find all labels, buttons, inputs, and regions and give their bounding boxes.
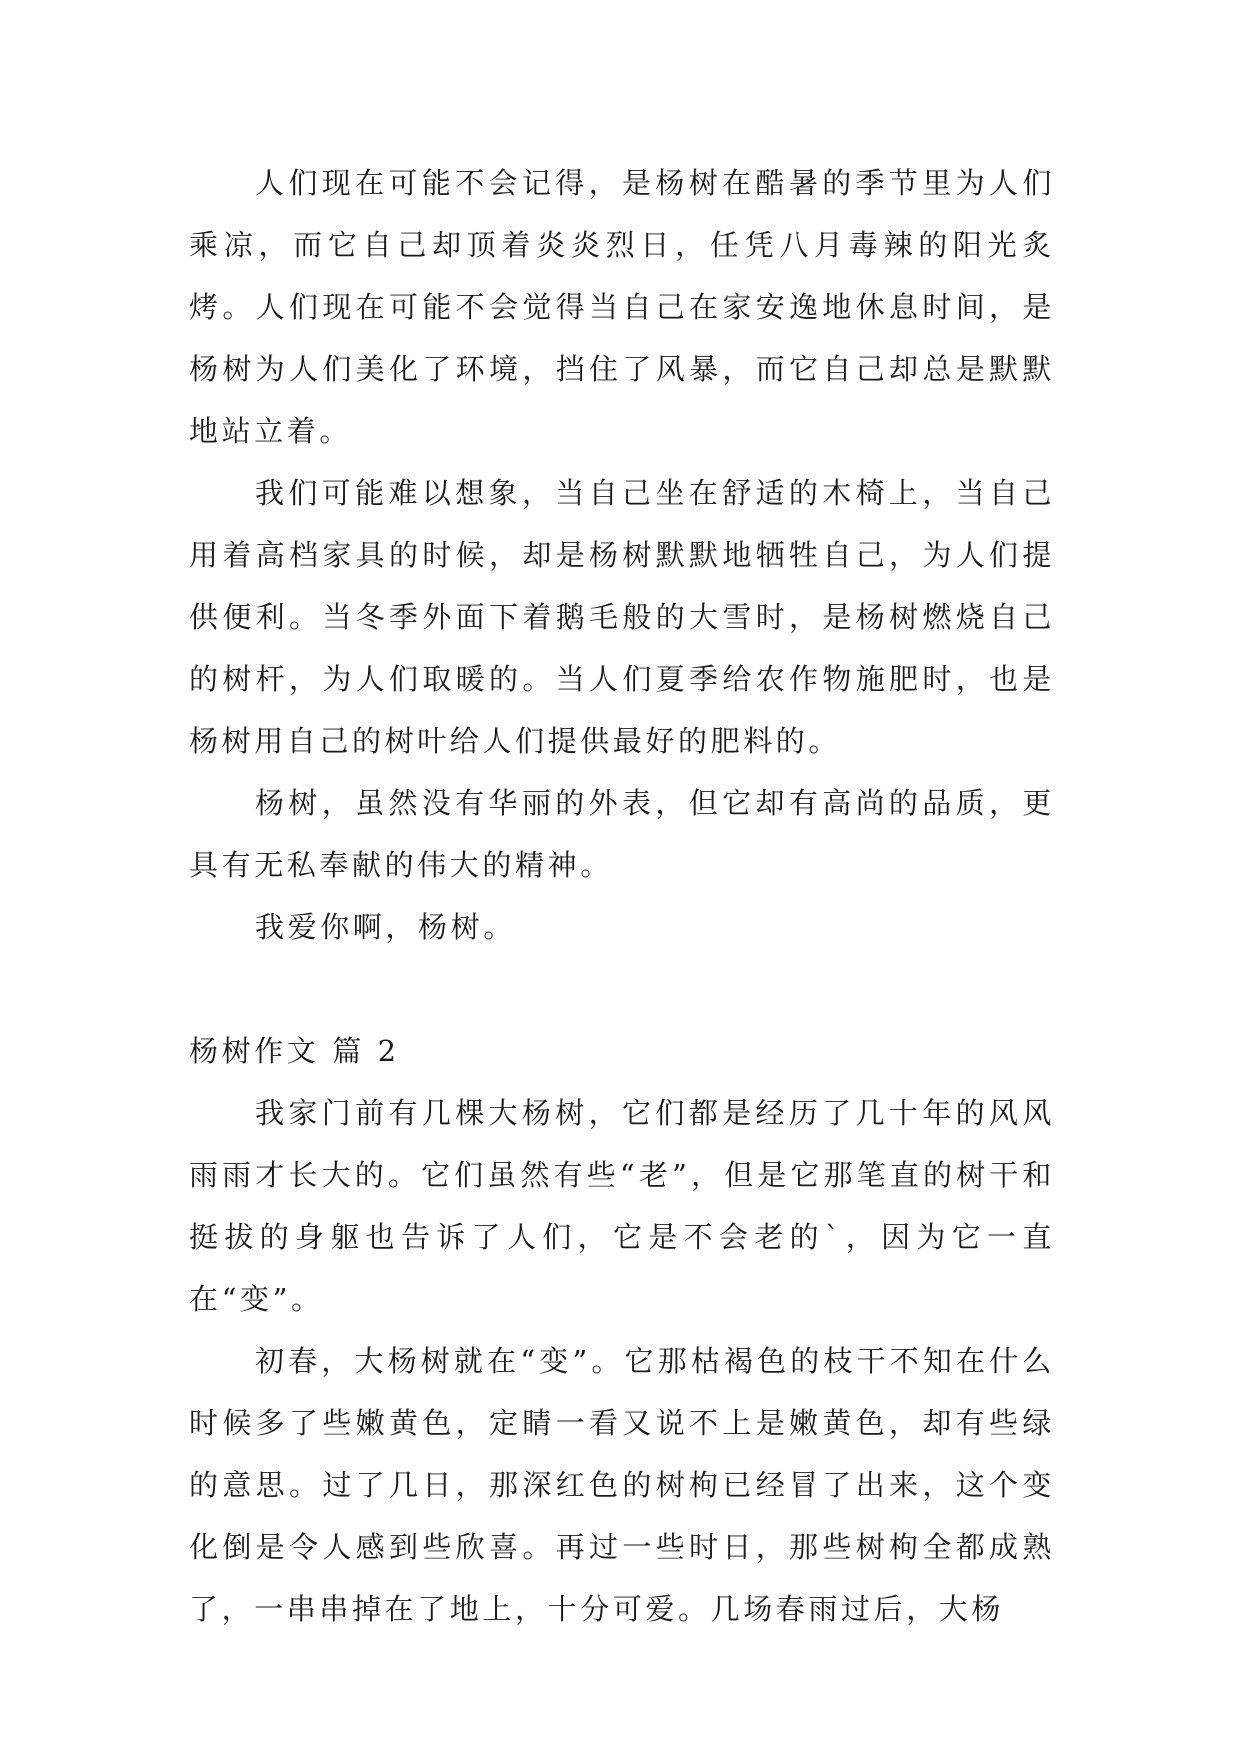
body-paragraph: 杨树，虽然没有华丽的外表，但它却有高尚的品质，更具有无私奉献的伟大的精神。: [189, 786, 1055, 882]
body-paragraph: 我家门前有几棵大杨树，它们都是经历了几十年的风风雨雨才长大的。它们虽然有些“老”，但是它那笔直的树干和挺拔的身躯也告诉了人们，它是不会老的`，因为它一直在“变”。: [189, 1096, 1055, 1316]
body-paragraph: 人们现在可能不会记得，是杨树在酷暑的季节里为人们乘凉，而它自己却顶着炎炎烈日，任凭八月毒辣的阳光炙烤。人们现在可能不会觉得当自己在家安逸地休息时间，是杨树为人们美化了环境，挡住了风暴，而它自己却总是默默地站立着。: [189, 166, 1055, 448]
section-spacer: [189, 958, 1055, 1020]
document-body: [189, 152, 1055, 1640]
body-paragraph: 初春，大杨树就在“变”。它那枯褐色的枝干不知在什么时候多了些嫩黄色，定睛一看又说不上是嫩黄色，却有些绿的意思。过了几日，那深红色的树枸已经冒了出来，这个变化倒是令人感到些欣喜。再过一些时日，那些树枸全都成熟了，一串串掉在了地上，十分可爱。几场春雨过后，大杨: [189, 1344, 1055, 1626]
section-heading: 杨树作文 篇 2: [189, 1034, 400, 1068]
body-paragraph: 我爱你啊，杨树。: [255, 910, 516, 944]
body-paragraph: 我们可能难以想象，当自己坐在舒适的木椅上，当自己用着高档家具的时候，却是杨树默默地牺牲自己，为人们提供便利。当冬季外面下着鹅毛般的大雪时，是杨树燃烧自己的树杆，为人们取暖的。当人们夏季给农作物施肥时，也是杨树用自己的树叶给人们提供最好的肥料的。: [189, 476, 1055, 758]
